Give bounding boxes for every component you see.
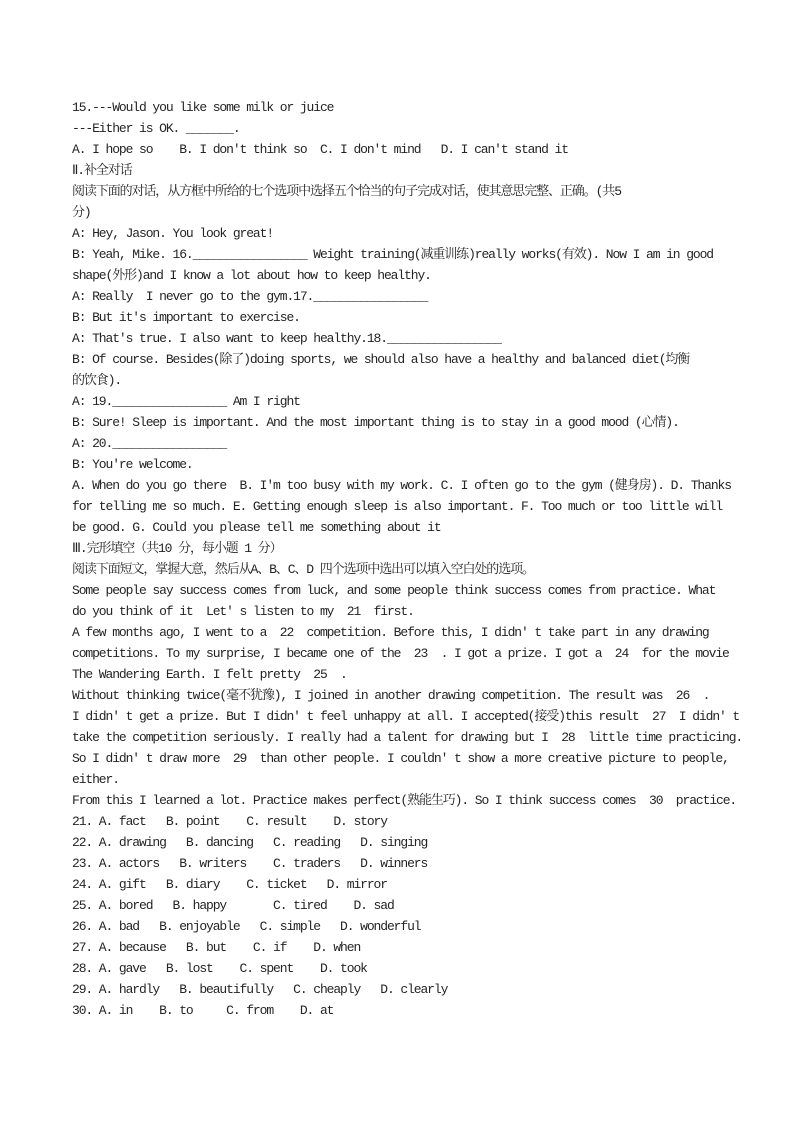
passage-line: take the competition seriously. I really had a talent for drawing but I 28 little time practicing. [72, 730, 743, 745]
passage-line: So I didn' t draw more 29 than other people. I couldn' t show a more creative picture to people, [72, 751, 729, 766]
question-15-answer-line: ---Either is OK. _______. [72, 121, 240, 136]
dialogue-options-box-line: A. When do you go there B. I'm too busy with my work. C. I often go to the gym (健身房). D. Thanks [72, 478, 731, 493]
dialogue-line: B: But it's important to exercise. [72, 310, 300, 325]
dialogue-line: A: 20._________________ [72, 436, 227, 451]
passage-line: either. [72, 772, 119, 787]
passage-line: do you think of it Let' s listen to my 21 first. [72, 604, 414, 619]
dialogue-options-box-line: be good. G. Could you please tell me something about it [72, 520, 441, 535]
dialogue-line: B: You're welcome. [72, 457, 193, 472]
question-15-options: A. I hope so B. I don't think so C. I don't mind D. I can't stand it [72, 142, 568, 157]
cloze-question-line: 21. A. fact B. point C. result D. story [72, 814, 387, 829]
cloze-question-line: 30. A. in B. to C. from D. at [72, 1003, 334, 1018]
cloze-question-line: 25. A. bored B. happy C. tired D. sad [72, 898, 394, 913]
cloze-question-line: 28. A. gave B. lost C. spent D. took [72, 961, 367, 976]
cloze-question-line: 22. A. drawing B. dancing C. reading D. singing [72, 835, 428, 850]
section-3-cloze-test [72, 538, 742, 1021]
cloze-question-line: 27. A. because B. but C. if D. when [72, 940, 361, 955]
passage-line: competitions. To my surprise, I became one of the 23 . I got a prize. I got a 24 for the movie [72, 646, 729, 661]
dialogue-line: A: 19._________________ Am I right [72, 394, 300, 409]
dialogue-line: shape(外形)and I know a lot about how to keep healthy. [72, 268, 431, 283]
single-choice-question-15 [72, 97, 742, 160]
question-15-stem: 15.---Would you like some milk or juice [72, 100, 334, 115]
section-2-instructions-line-2: 分) [72, 205, 91, 220]
passage-line: From this I learned a lot. Practice makes perfect(熟能生巧). So I think success comes 30 practice. [72, 793, 737, 808]
section-2-heading: Ⅱ.补全对话 [72, 163, 132, 178]
dialogue-line: A: Really I never go to the gym.17._________________ [72, 289, 428, 304]
dialogue-line: A: That's true. I also want to keep healthy.18._________________ [72, 331, 501, 346]
cloze-question-line: 26. A. bad B. enjoyable C. simple D. wonderful [72, 919, 421, 934]
passage-line: I didn' t get a prize. But I didn' t feel unhappy at all. I accepted(接受)this result 27 I didn' t [72, 709, 740, 724]
passage-line: Without thinking twice(毫不犹豫), I joined in another drawing competition. The result was 26 . [72, 688, 710, 703]
cloze-question-line: 24. A. gift B. diary C. ticket D. mirror [72, 877, 387, 892]
passage-line: The Wandering Earth. I felt pretty 25 . [72, 667, 347, 682]
dialogue-options-box-line: for telling me so much. E. Getting enough sleep is also important. F. Too much or too little will [72, 499, 723, 514]
passage-line: A few months ago, I went to a 22 competition. Before this, I didn' t take part in any drawing [72, 625, 709, 640]
cloze-question-line: 29. A. hardly B. beautifully C. cheaply D. clearly [72, 982, 448, 997]
cloze-question-line: 23. A. actors B. writers C. traders D. winners [72, 856, 428, 871]
section-3-instructions: 阅读下面短文，掌握大意，然后从A、B、C、D 四个选项中选出可以填入空白处的选项。 [72, 562, 534, 577]
section-3-heading: Ⅲ.完形填空（共10 分，每小题 1 分） [72, 541, 282, 556]
section-2-instructions-line-1: 阅读下面的对话，从方框中所给的七个选项中选择五个恰当的句子完成对话，使其意思完整、正确。(共5 [72, 184, 621, 199]
dialogue-line: 的饮食). [72, 373, 122, 388]
dialogue-line: B: Sure! Sleep is important. And the most important thing is to stay in a good mood (心情). [72, 415, 679, 430]
dialogue-line: A: Hey, Jason. You look great! [72, 226, 274, 241]
dialogue-line: B: Of course. Besides(除了)doing sports, we should also have a healthy and balanced diet(均衡 [72, 352, 690, 367]
exam-document [72, 97, 742, 1021]
section-2-complete-dialogue [72, 160, 742, 538]
passage-line: Some people say success comes from luck, and some people think success comes from practice. What [72, 583, 716, 598]
dialogue-line: B: Yeah, Mike. 16._________________ Weight training(减重训练)really works(有效). Now I am in good [72, 247, 714, 262]
